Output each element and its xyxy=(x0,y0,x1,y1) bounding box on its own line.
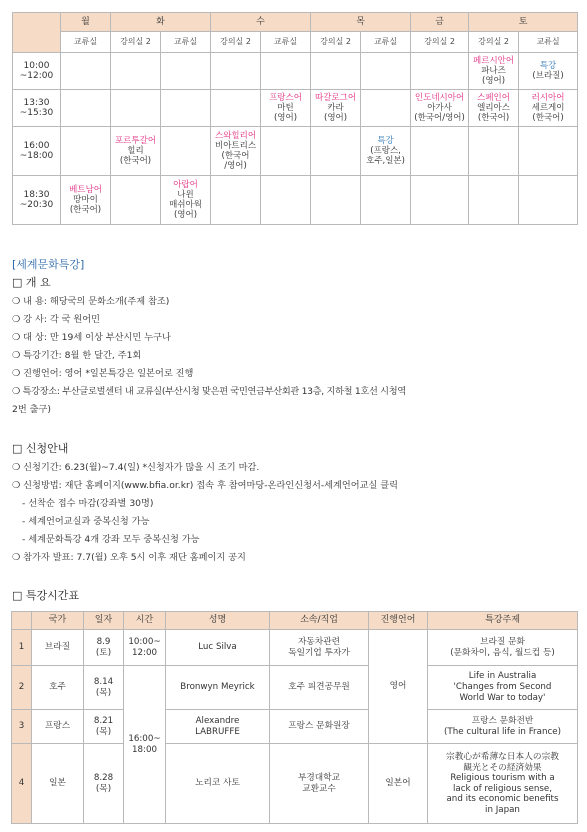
col-header: 시간 xyxy=(124,612,166,630)
class-cell: 프랑스어 마틴 (영어) xyxy=(261,90,311,127)
apply-subline: - 세계언어교실과 중복신청 가능 xyxy=(22,516,150,527)
apply-line: ❍ 신청방법: 재단 홈페이지(www.bfia.or.kr) 접속 후 참여마당-온라인신청서-세계언어교실 클릭 xyxy=(12,480,399,491)
day-wed: 수 xyxy=(211,13,311,32)
room-header: 교류실 xyxy=(161,32,211,53)
col-header: 특강주제 xyxy=(428,612,578,630)
col-header: 소속/직업 xyxy=(270,612,369,630)
weekly-timetable xyxy=(12,12,578,225)
room-header: 교류실 xyxy=(361,32,411,53)
col-header: 국가 xyxy=(32,612,84,630)
room-header: 강의실 2 xyxy=(111,32,161,53)
day-thu: 목 xyxy=(311,13,411,32)
overview-line: ❍ 대 상: 만 19세 이상 부산시민 누구나 xyxy=(12,332,171,343)
overview-line: ❍ 특강장소: 부산글로벌센터 내 교류실(부산시청 맞은편 국민연금부산회관 13층, 지하철 1호선 시청역 xyxy=(12,386,406,397)
time-slot: 10:00 ~12:00 xyxy=(13,53,61,90)
class-cell: 아랍어 나윈 매쉬아웍 (영어) xyxy=(161,176,211,225)
class-cell: 스페인어 엘리아스 (한국어) xyxy=(469,90,519,127)
time-slot: 13:30 ~15:30 xyxy=(13,90,61,127)
room-header: 강의실 2 xyxy=(469,32,519,53)
time-slot: 16:00 ~18:00 xyxy=(13,127,61,176)
overview-line: ❍ 특강기간: 8월 한 달간, 주1회 xyxy=(12,350,142,361)
corner-cell xyxy=(13,13,61,53)
table-row: 3 프랑스 8.21 (목) Alexandre LABRUFFE 프랑스 문화원장 프랑스 문화전반 (The cultural life in France) xyxy=(12,710,578,744)
col-header: 성명 xyxy=(166,612,270,630)
apply-line: ❍ 참가자 발표: 7.7(월) 오후 5시 이후 재단 홈페이지 공지 xyxy=(12,552,246,563)
apply-subline: - 세계문화특강 4개 강좌 모두 중복신청 가능 xyxy=(22,534,200,545)
col-header: 일자 xyxy=(84,612,124,630)
class-cell: 베트남어 땅마이 (한국어) xyxy=(61,176,111,225)
room-header: 교류실 xyxy=(61,32,111,53)
col-header xyxy=(12,612,32,630)
apply-heading: □ 신청안내 xyxy=(12,442,69,455)
class-cell: 포르투갈어 힐리 (한국어) xyxy=(111,127,161,176)
class-cell: 인도네시아어 아가사 (한국어/영어) xyxy=(411,90,469,127)
overview-heading: □ 개 요 xyxy=(12,276,51,289)
overview-line: 2번 출구) xyxy=(12,404,51,415)
overview-line: ❍ 강 사: 각 국 원어민 xyxy=(12,314,101,325)
special-lecture-cell: 특강 (브라질) xyxy=(519,53,578,90)
day-tue: 화 xyxy=(111,13,211,32)
room-header: 강의실 2 xyxy=(211,32,261,53)
apply-subline: - 선착순 접수 마감(강좌별 30명) xyxy=(22,498,154,509)
special-lecture-cell: 특강 (프랑스, 호주,일본) xyxy=(361,127,411,176)
col-header: 진행언어 xyxy=(369,612,428,630)
room-header: 교류실 xyxy=(261,32,311,53)
lecture-schedule-table xyxy=(11,611,578,824)
room-header: 강의실 2 xyxy=(311,32,361,53)
class-cell: 따갈로그어 카라 (영어) xyxy=(311,90,361,127)
day-mon: 월 xyxy=(61,13,111,32)
class-cell: 페르시안어 파나즈 (영어) xyxy=(469,53,519,90)
day-fri: 금 xyxy=(411,13,469,32)
room-header: 강의실 2 xyxy=(411,32,469,53)
overview-line: ❍ 진행언어: 영어 *일본특강은 일본어로 진행 xyxy=(12,368,194,379)
overview-line: ❍ 내 용: 해당국의 문화소개(주제 참조) xyxy=(12,296,170,307)
class-cell: 스와힐리어 비아트리스 (한국어 /영어) xyxy=(211,127,261,176)
room-header: 교류실 xyxy=(519,32,578,53)
section-title: [세계문화특강] xyxy=(12,258,85,271)
schedule-heading: □ 특강시간표 xyxy=(12,589,80,602)
time-slot: 18:30 ~20:30 xyxy=(13,176,61,225)
table-row: 4 일본 8.28 (목) 노리코 사토 부경대학교 교환교수 일본어 宗教心が希薄な日本人の宗教 観光とその経済効果 Religious tourism with a lack of religious sense, and its economic benefits in Japan xyxy=(12,744,578,824)
table-row: 2 호주 8.14 (목) 16:00~ 18:00 Bronwyn Meyrick 호주 피견공무원 Life in Australia 'Changes from Second World War to today' xyxy=(12,666,578,710)
apply-line: ❍ 신청기간: 6.23(월)~7.4(일) *신청자가 많을 시 조기 마감. xyxy=(12,462,260,473)
class-cell: 러시아어 세르게이 (한국어) xyxy=(519,90,578,127)
day-sat: 토 xyxy=(469,13,578,32)
table-row: 1 브라질 8.9 (토) 10:00~ 12:00 Luc Silva 자동차관련 독일기업 투자가 영어 브라질 문화 (문화차이, 음식, 월드컵 등) xyxy=(12,630,578,666)
